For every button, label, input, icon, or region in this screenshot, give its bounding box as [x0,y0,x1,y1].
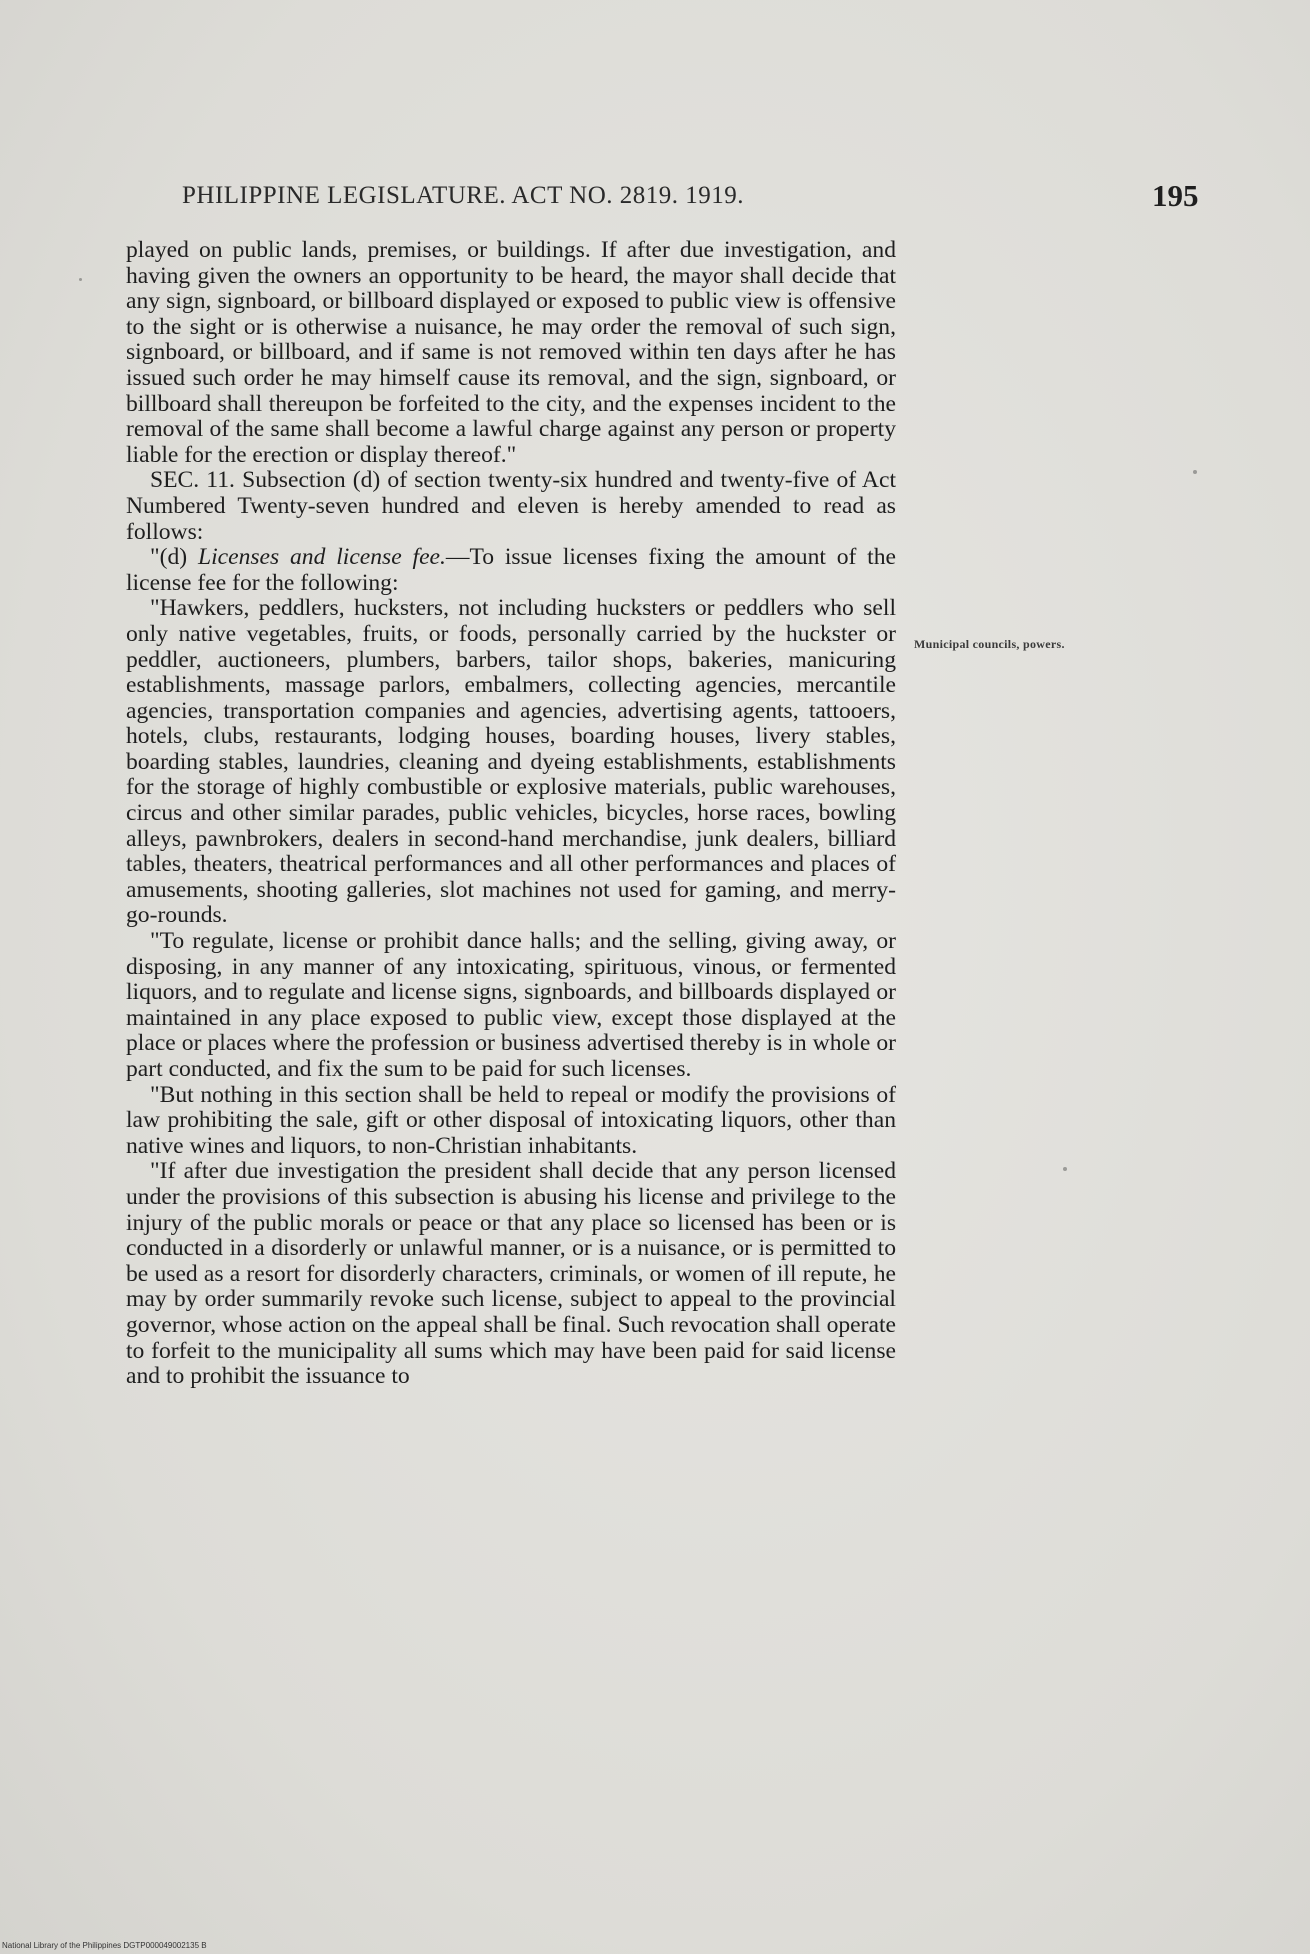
paragraph-license-list: "Hawkers, peddlers, hucksters, not including hucksters or peddlers who sell only native vegetables, fruits, or foods, personally carried by the huckster or peddler, auctioneers, plumbers, barbers, tailor shops, bakeries, manicuring establishments, massage parlors, embalmers, collecting agencies, mercantile agencies, transportation companies and agencies, advertising agents, tattooers, hotels, clubs, restaurants, lodging houses, boarding houses, livery stables, boarding stables, laundries, cleaning and dyeing establishments, establishments for the storage of highly combustible or explosive materials, public warehouses, circus and other similar parades, public vehicles, bicycles, horse races, bowling alleys, pawnbrokers, dealers in second-hand merchandise, junk dealers, billiard tables, theaters, theatrical performances and all other performances and places of amusements, shooting galleries, slot machines not used for gaming, and merry-go-rounds. [126,595,896,929]
paragraph-regulate: "To regulate, license or prohibit dance halls; and the selling, giving away, or disposing, in any manner of any intoxicating, spirituous, vinous, or fermented liquors, and to regulate and license signs, signboards, and billboards displayed or maintained in any place exposed to public view, except those displayed at the place or places where the profession or business advertised thereby is in whole or part conducted, and fix the sum to be paid for such licenses. [126,928,896,1082]
marginal-note: Municipal councils, powers. [914,637,1065,651]
subsection-title: Licenses and license fee. [197,544,446,571]
subsection-text: —To issue licenses fixing the amount of the license fee for the following: [126,544,897,596]
paragraph-section-11 [126,468,896,545]
paragraph-proviso: "But nothing in this section shall be held to repeal or modify the provisions of law prohibiting the sale, gift or other disposal of intoxicating liquors, other than native wines and liquors, to non-Christian inhabitants. [126,1081,896,1159]
scan-speck [1193,470,1197,474]
paragraph-subsection-d [126,545,896,596]
body-text [126,238,896,1390]
footer-credit: National Library of the Philippines DGTP000049002135 B [2,1941,207,1950]
running-head: PHILIPPINE LEGISLATURE. ACT NO. 2819. 1919. [182,182,745,209]
paragraph-continuation: played on public lands, premises, or buildings. If after due investigation, and having given the owners an opportunity to be heard, the mayor shall decide that any sign, signboard, or billboard displayed or exposed to public view is offensive to the sight or is otherwise a nuisance, he may order the removal of such sign, signboard, or billboard, and if same is not removed within ten days after he has issued such order he may himself cause its removal, and the sign, signboard, or billboard shall thereupon be forfeited to the city, and the expenses incident to the removal of the same shall become a lawful charge against any person or property liable for the erection or display thereof." [126,237,896,468]
scan-speck [79,278,82,281]
section-text: Subsection (d) of section twenty-six hundred and twenty-five of Act Numbered Twenty-seven hundred and eleven is hereby amended to read as follows: [126,467,897,545]
paragraph-revocation: "If after due investigation the president shall decide that any person licensed under the provisions of this subsection is abusing his license and privilege to the injury of the public morals or peace or that any place so licensed has been or is conducted in a disorderly or unlawful manner, or is a nuisance, or is permitted to be used as a resort for disorderly characters, criminals, or women of ill repute, he may by order summarily revoke such license, subject to appeal to the provincial governor, whose action on the appeal shall be final. Such revocation shall operate to forfeit to the municipality all sums which may have been paid for said license and to prohibit the issuance to [126,1158,896,1390]
section-label: SEC. 11. [150,467,235,494]
scan-speck [1063,1167,1067,1171]
page-number: 195 [1152,178,1199,213]
subsection-open: "(d) [150,544,198,571]
